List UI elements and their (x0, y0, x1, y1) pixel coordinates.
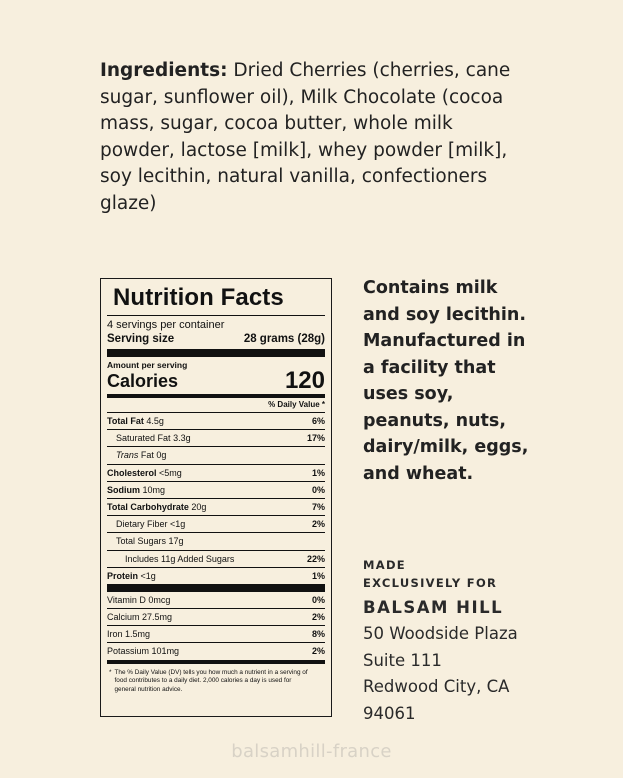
vitamin-name: Vitamin D (107, 594, 146, 605)
vitamin-row (107, 592, 325, 608)
nutrient-row (107, 464, 325, 481)
nutrient-row (107, 446, 325, 463)
nutrient-dv: 0% (311, 484, 325, 495)
nutrient-dv: 17% (306, 433, 325, 444)
calories-row (107, 367, 325, 394)
exclusively-for-line: EXCLUSIVELY FOR (363, 576, 498, 590)
nutrient-amount: Fat 0g (140, 450, 167, 461)
nutrient-name: Trans (116, 450, 139, 461)
vitamin-dv: 2% (311, 612, 325, 623)
company-name: BALSAM HILL (363, 598, 504, 617)
calories-label: Calories (107, 371, 179, 391)
ingredients-text (100, 58, 520, 217)
nutrient-row (107, 532, 325, 549)
vitamin-amount: 27.5mg (142, 612, 173, 623)
daily-value-footnote (107, 664, 325, 695)
nutrient-row (107, 567, 325, 584)
vitamin-amount: 0mcg (148, 594, 171, 605)
nutrient-name: Dietary Fiber (116, 519, 168, 530)
footnote-star: * (109, 668, 112, 676)
nutrient-name: Sodium (107, 484, 140, 495)
nutrient-row (107, 515, 325, 532)
calories-value: 120 (284, 367, 325, 394)
servings-per-container: 4 servings per container (107, 319, 225, 331)
nutrient-amount: 3.3g (173, 433, 191, 444)
serving-size-label: Serving size (107, 333, 175, 345)
vitamin-row (107, 608, 325, 625)
vitamin-row (107, 642, 325, 659)
nutrient-name: Saturated Fat (116, 433, 171, 444)
nutrient-dv: 7% (311, 501, 325, 512)
nutrient-amount: 10mg (142, 484, 166, 495)
nutrient-dv: 1% (311, 467, 325, 478)
made-exclusively-label (363, 556, 563, 592)
nutrient-row (107, 498, 325, 515)
vitamin-amount: 101mg (151, 646, 180, 657)
ingredients-label: Ingredients: (100, 60, 228, 81)
nutrient-amount: <1g (140, 570, 156, 581)
nutrient-dv: 22% (306, 553, 325, 564)
vitamin-amount: 1.5mg (125, 629, 151, 640)
nutrient-dv: 1% (311, 570, 325, 581)
nutrient-name: Includes 11g Added Sugars (125, 553, 235, 564)
amount-per-serving: Amount per serving (107, 360, 188, 370)
nutrient-amount: 17g (168, 536, 184, 547)
nutrient-amount: <5mg (159, 467, 182, 478)
ingredients-list: Dried Cherries (cherries, cane sugar, sunflower oil), Milk Chocolate (cocoa mass, sugar, cocoa butter, whole milk powder, lactose [milk], whey powder [milk], soy lecithin, natural vanilla, confectioners glaze) (100, 60, 511, 214)
address-line: Suite 111 (363, 650, 442, 670)
vitamin-dv: 2% (311, 646, 325, 657)
nutrient-row (107, 429, 325, 446)
watermark: balsamhill-france (231, 741, 392, 762)
address-line: 50 Woodside Plaza (363, 624, 518, 643)
allergen-statement: Contains milk and soy lecithin. Manufactured in a facility that uses soy, peanuts, nuts, dairy/milk, eggs, and wheat. (363, 278, 529, 484)
nutrition-facts-panel (100, 278, 332, 717)
nutrient-row (107, 550, 325, 567)
vitamin-name: Calcium (107, 612, 140, 623)
nutrition-facts-title: Nutrition Facts (113, 284, 284, 311)
vitamin-dv: 8% (311, 629, 325, 640)
daily-value-header: % Daily Value * (268, 400, 325, 409)
nutrient-name: Cholesterol (107, 467, 157, 478)
nutrient-amount: <1g (170, 519, 186, 530)
footnote-text: The % Daily Value (DV) tells you how much a nutrient in a serving of food contributes to a daily diet. 2,000 calories a day is used for general nutrition advice. (114, 668, 308, 693)
nutrient-amount: 4.5g (146, 416, 164, 426)
serving-size-row (107, 332, 325, 349)
address-line: Redwood City, CA (363, 677, 510, 696)
nutrient-name: Total Fat (107, 416, 144, 426)
vitamin-dv: 0% (311, 594, 325, 605)
vitamin-row (107, 625, 325, 642)
serving-size-value: 28 grams (28g) (243, 333, 325, 345)
vitamin-name: Iron (107, 629, 123, 640)
nutrient-name: Protein (107, 570, 139, 581)
vitamin-name: Potassium (107, 646, 150, 657)
address-line: 94061 (363, 703, 416, 723)
company-address (363, 621, 583, 727)
nutrient-amount: 20g (191, 501, 207, 512)
nutrient-row (107, 481, 325, 498)
nutrient-row (107, 412, 325, 429)
nutrient-dv: 2% (311, 519, 325, 530)
nutrient-name: Total Sugars (116, 536, 167, 547)
nutrient-dv: 6% (311, 416, 325, 426)
made-line: MADE (363, 558, 406, 572)
nutrient-name: Total Carbohydrate (107, 501, 189, 512)
